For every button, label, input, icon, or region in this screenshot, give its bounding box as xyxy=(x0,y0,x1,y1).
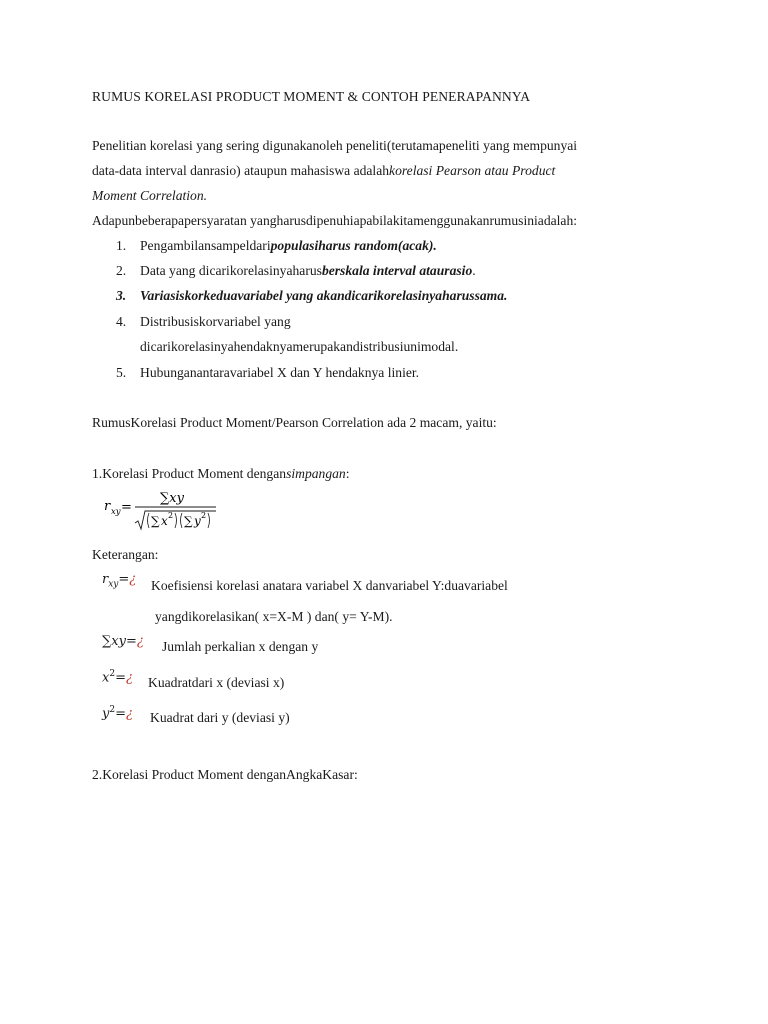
symbol-sub: xy xyxy=(108,579,119,590)
paragraph-line-2-text: data-data interval danrasio) ataupun mahasiswa adalah xyxy=(92,163,390,178)
list-number: 1. xyxy=(116,238,127,253)
list-item-5 xyxy=(116,364,419,382)
list-item-2 xyxy=(116,262,476,280)
keterangan-1-text: Koefisiensi korelasi anatara variabel X danvariabel Y:duavariabel xyxy=(151,578,508,593)
paren-left-2 xyxy=(181,513,183,528)
keterangan-1-continuation: yangdikorelasikan( x=X-M ) dan( y= Y-M). xyxy=(155,609,393,624)
correlation-formula xyxy=(100,487,230,537)
symbol-main: x xyxy=(102,670,110,686)
list-text-emph: Variasiskorkeduavariabel yang akandicarikorelasinyaharussama. xyxy=(140,288,508,303)
symbol-sum-xy xyxy=(102,634,144,649)
requirements-intro: Adapunbeberapapersyaratan yangharusdipenuhiapabilakitamenggunakanrumusiniadalah: xyxy=(92,213,578,228)
section-1-italic: simpangan xyxy=(286,466,346,481)
section-1-heading xyxy=(92,465,350,483)
symbol-placeholder: ¿ xyxy=(125,670,133,686)
list-number: 2. xyxy=(116,263,127,278)
list-text: Distribusiskorvariabel yang xyxy=(140,314,291,329)
paren-left-1 xyxy=(148,513,150,528)
formula-lhs-sub: xy xyxy=(111,507,121,517)
keterangan-2-text: Jumlah perkalian x dengan y xyxy=(162,639,319,654)
formula-lhs-r: r xyxy=(104,499,111,514)
symbol-placeholder: ¿ xyxy=(136,634,144,649)
list-number: 5. xyxy=(116,365,127,380)
symbol-equals: = xyxy=(118,572,130,587)
formula-den-sum-y: ∑ xyxy=(184,514,193,528)
formula-den-sum-x: ∑ xyxy=(151,514,160,528)
list-item-4-continuation: dicarikorelasinyahendaknyamerupakandistribusiunimodal. xyxy=(140,339,459,354)
list-text-emph: populasiharus random(acak). xyxy=(270,238,437,253)
symbol-main: r xyxy=(102,572,109,587)
paragraph-line-2 xyxy=(92,162,555,180)
symbol-rxy xyxy=(102,572,136,590)
symbol-main: y xyxy=(102,706,110,722)
symbol-equals: = xyxy=(115,670,126,686)
page-title: RUMUS KORELASI PRODUCT MOMENT & CONTOH PENERAPANNYA xyxy=(92,89,531,104)
section-1-text: 1.Korelasi Product Moment dengan xyxy=(92,466,287,481)
list-number: 3. xyxy=(116,288,127,303)
formula-equals: = xyxy=(121,500,132,515)
symbol-equals: = xyxy=(125,634,137,649)
symbol-x-squared xyxy=(102,669,133,685)
formula-den-y: y xyxy=(194,514,201,528)
list-text: Hubunganantaravariabel X dan Y hendaknya linier. xyxy=(140,365,420,380)
section-2-heading: 2.Korelasi Product Moment denganAngkaKasar: xyxy=(92,767,358,782)
list-text-tail: . xyxy=(472,263,476,278)
formula-den-x: x xyxy=(161,514,168,528)
list-text-emph: berskala interval ataurasio xyxy=(321,263,473,278)
keterangan-3-text: Kuadratdari x (deviasi x) xyxy=(148,675,285,690)
list-text: Data yang dicarikorelasinyaharus xyxy=(140,263,322,278)
symbol-main: ∑xy xyxy=(102,634,126,649)
paren-right-2 xyxy=(208,513,210,528)
list-text: Pengambilansampeldari xyxy=(140,238,271,253)
paren-right-1 xyxy=(175,513,177,528)
rumus-intro: RumusKorelasi Product Moment/Pearson Correlation ada 2 macam, yaitu: xyxy=(92,415,497,430)
symbol-placeholder: ¿ xyxy=(129,572,137,587)
symbol-y-squared xyxy=(102,705,133,721)
paragraph-line-1: Penelitian korelasi yang sering digunakanoleh peneliti(terutamapeneliti yang mempunyai xyxy=(92,138,578,153)
symbol-sup: 2 xyxy=(109,705,116,715)
paragraph-line-3: Moment Correlation. xyxy=(92,188,208,203)
formula-den-x-exp: 2 xyxy=(168,511,174,520)
keterangan-4-text: Kuadrat dari y (deviasi y) xyxy=(150,710,290,725)
formula-svg xyxy=(100,487,230,537)
symbol-equals: = xyxy=(115,706,126,722)
formula-den-y-exp: 2 xyxy=(201,511,207,520)
list-item-3 xyxy=(116,287,507,305)
symbol-sup: 2 xyxy=(109,669,116,679)
keterangan-label: Keterangan: xyxy=(92,547,159,562)
symbol-placeholder: ¿ xyxy=(126,706,133,722)
section-1-tail: : xyxy=(345,466,350,481)
list-number: 4. xyxy=(116,314,127,329)
list-item-1 xyxy=(116,237,437,255)
paragraph-line-2-italic: korelasi Pearson atau Product xyxy=(389,163,556,178)
list-item-4 xyxy=(116,313,291,331)
formula-numerator: ∑xy xyxy=(160,491,184,506)
